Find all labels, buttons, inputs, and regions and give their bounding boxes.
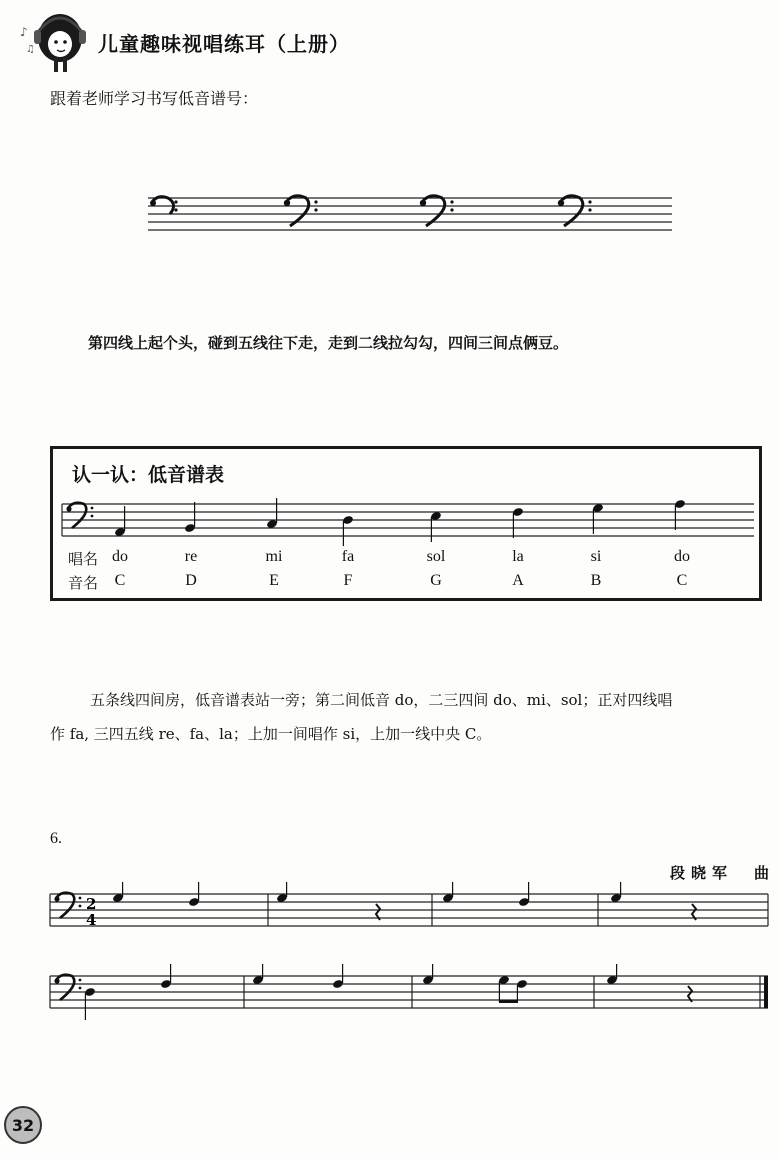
exercise-staff-1 xyxy=(46,882,772,942)
instruction-text: 跟着老师学习书写低音谱号： xyxy=(50,89,259,108)
pitch-cell: A xyxy=(512,572,524,589)
composer-credit: 段晓军 曲 xyxy=(670,864,776,882)
solfege-cell: fa xyxy=(341,548,355,565)
book-title: 儿童趣味视唱练耳（上册） xyxy=(98,32,350,56)
exercise-number: 6. xyxy=(50,830,62,847)
table-title: 认一认：低音谱表 xyxy=(72,464,225,486)
svg-text:♪: ♪ xyxy=(20,25,28,39)
pitch-cell: E xyxy=(269,572,279,589)
solfege-row-label: 唱名 xyxy=(68,550,99,568)
bass-clef-icon xyxy=(150,197,178,214)
note xyxy=(422,964,434,985)
page-number: 32 xyxy=(4,1106,42,1144)
solfege-cell: la xyxy=(512,548,524,565)
scale-note xyxy=(674,499,686,530)
logo-icon xyxy=(14,6,96,74)
solfege-cell: si xyxy=(590,548,602,565)
pitch-cell: B xyxy=(590,572,602,589)
clef-rhyme: 第四线上起个头，碰到五线往下走，走到二线拉勾勾，四间三间点俩豆。 xyxy=(88,334,569,352)
solfege-cell: mi xyxy=(265,548,283,565)
note xyxy=(252,964,264,985)
scale-note xyxy=(184,502,196,533)
staff-rhyme-line-2: 作 fa, 三四五线 re、fa、la；上加一间唱作 si，上加一线中央 C。 xyxy=(50,725,492,743)
time-signature-top: 2 xyxy=(86,895,97,913)
pitch-cell: C xyxy=(676,572,688,589)
pitch-cell: G xyxy=(430,572,442,589)
note xyxy=(442,882,454,903)
bass-clef-icon xyxy=(54,893,81,918)
scale-note xyxy=(430,511,442,542)
pitch-cell: C xyxy=(114,572,126,589)
scale-note xyxy=(114,506,126,537)
note xyxy=(276,882,288,903)
pitch-row-label: 音名 xyxy=(68,574,99,592)
bass-clef-icon xyxy=(66,503,93,528)
eighth-note-pair xyxy=(498,975,528,1003)
scale-note xyxy=(342,515,354,546)
solfege-cell: sol xyxy=(426,548,446,565)
scale-note xyxy=(592,503,604,534)
time-signature-bottom: 4 xyxy=(86,911,97,929)
solfege-cell: do xyxy=(112,548,128,565)
solfege-cell: do xyxy=(674,548,690,565)
staff-rhyme-line-1: 五条线四间房，低音谱表站一旁；第二间低音 do，二三四间 do、mi、sol；正对四线唱 xyxy=(90,691,673,709)
solfege-cell: re xyxy=(184,548,198,565)
exercise-staff-2 xyxy=(46,964,772,1024)
pitch-cell: F xyxy=(343,572,353,589)
note xyxy=(112,882,124,903)
bass-clef-icon xyxy=(54,975,81,1000)
svg-text:♫: ♫ xyxy=(26,44,35,55)
scale-note xyxy=(512,507,524,538)
note xyxy=(610,882,622,903)
pitch-cell: D xyxy=(185,572,197,589)
clef-practice-staff xyxy=(140,190,680,240)
final-barline xyxy=(764,976,768,1008)
note xyxy=(84,987,96,1020)
bass-scale-staff xyxy=(58,488,758,548)
scale-note xyxy=(266,498,278,529)
note xyxy=(606,964,618,985)
